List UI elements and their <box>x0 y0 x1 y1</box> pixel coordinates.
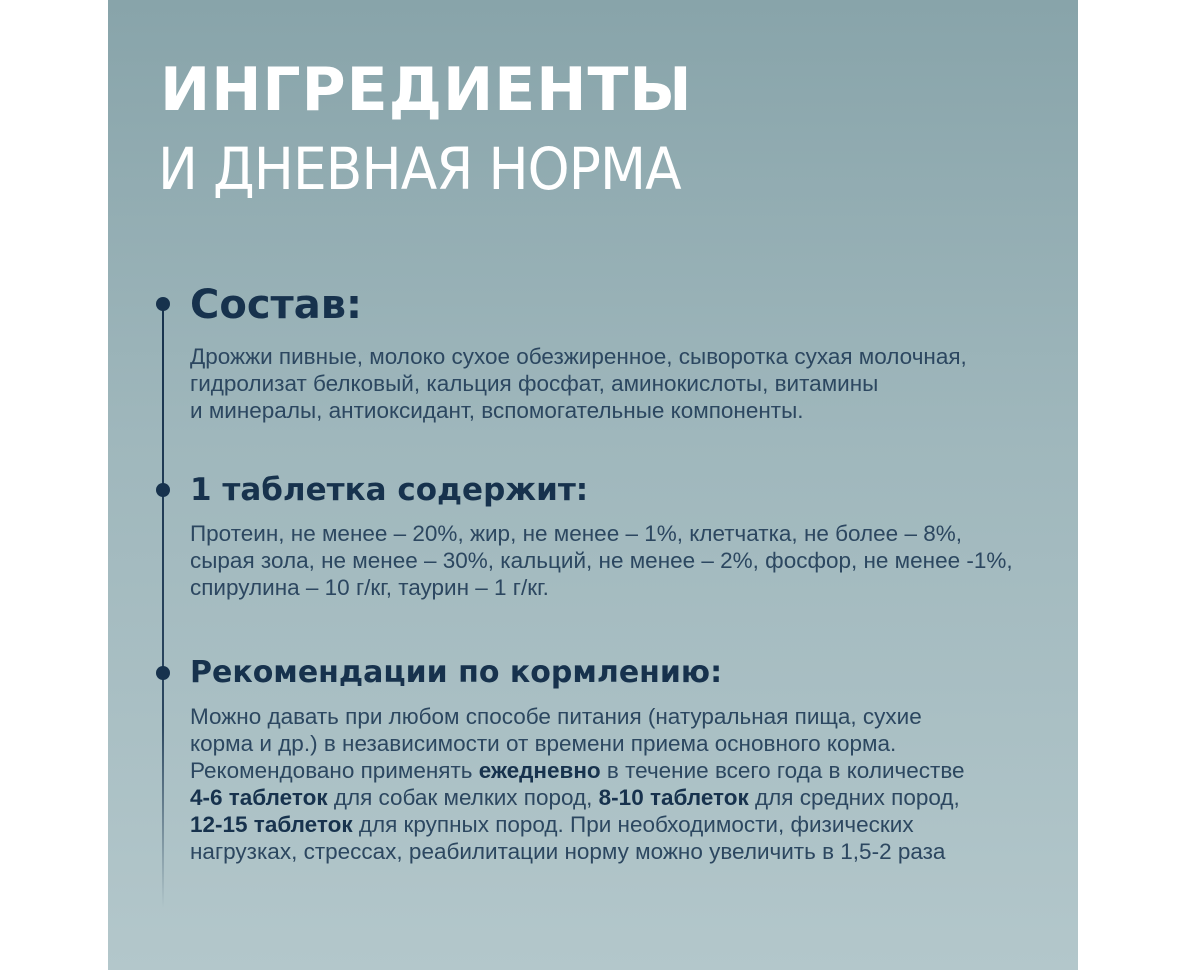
feeding-text: в течение всего года в количестве <box>600 758 965 783</box>
feeding-line <box>190 784 1060 811</box>
section-tablet-content <box>190 472 1060 601</box>
feeding-line: нагрузках, стрессах, реабилитации норму можно увеличить в 1,5-2 раза <box>190 839 946 864</box>
dose-medium-breeds: 8-10 таблеток <box>598 785 749 810</box>
dose-large-breeds: 12-15 таблеток <box>190 812 353 837</box>
section-heading-composition: Состав: <box>190 282 363 328</box>
feeding-emphasis-daily: ежедневно <box>478 758 601 783</box>
composition-line: гидролизат белковый, кальция фосфат, аминокислоты, витамины <box>190 371 879 396</box>
page-subtitle: И ДНЕВНАЯ НОРМА <box>158 135 681 203</box>
composition-line: Дрожжи пивные, молоко сухое обезжиренное, сыворотка сухая молочная, <box>190 344 967 369</box>
feeding-text: для средних пород, <box>748 785 960 810</box>
timeline-dot-feeding <box>156 666 170 680</box>
feeding-text: Рекомендовано применять <box>190 758 479 783</box>
feeding-line <box>190 811 1060 838</box>
dose-small-breeds: 4-6 таблеток <box>190 785 328 810</box>
section-feeding-recommendations <box>190 655 1060 865</box>
feeding-text: для крупных пород. При необходимости, физических <box>352 812 914 837</box>
composition-line: и минералы, антиоксидант, вспомогательные компоненты. <box>190 398 804 423</box>
tablet-content-line: спирулина – 10 г/кг, таурин – 1 г/кг. <box>190 575 549 600</box>
feeding-line: Можно давать при любом способе питания (натуральная пища, сухие <box>190 704 922 729</box>
feeding-line <box>190 757 1060 784</box>
timeline-dot-tablet-content <box>156 483 170 497</box>
feeding-line: корма и др.) в независимости от времени приема основного корма. <box>190 731 897 756</box>
timeline-line <box>162 298 164 908</box>
section-heading-tablet-content: 1 таблетка содержит: <box>190 472 589 508</box>
section-heading-feeding: Рекомендации по кормлению: <box>190 655 723 690</box>
feeding-text: для собак мелких пород, <box>327 785 599 810</box>
section-composition <box>190 282 1060 424</box>
timeline-dot-composition <box>156 297 170 311</box>
page-title: ИНГРЕДИЕНТЫ <box>160 55 693 125</box>
infographic-card <box>108 0 1078 970</box>
tablet-content-line: Протеин, не менее – 20%, жир, не менее – 1%, клетчатка, не более – 8%, <box>190 521 962 546</box>
tablet-content-line: сырая зола, не менее – 30%, кальций, не менее – 2%, фосфор, не менее -1%, <box>190 548 1013 573</box>
